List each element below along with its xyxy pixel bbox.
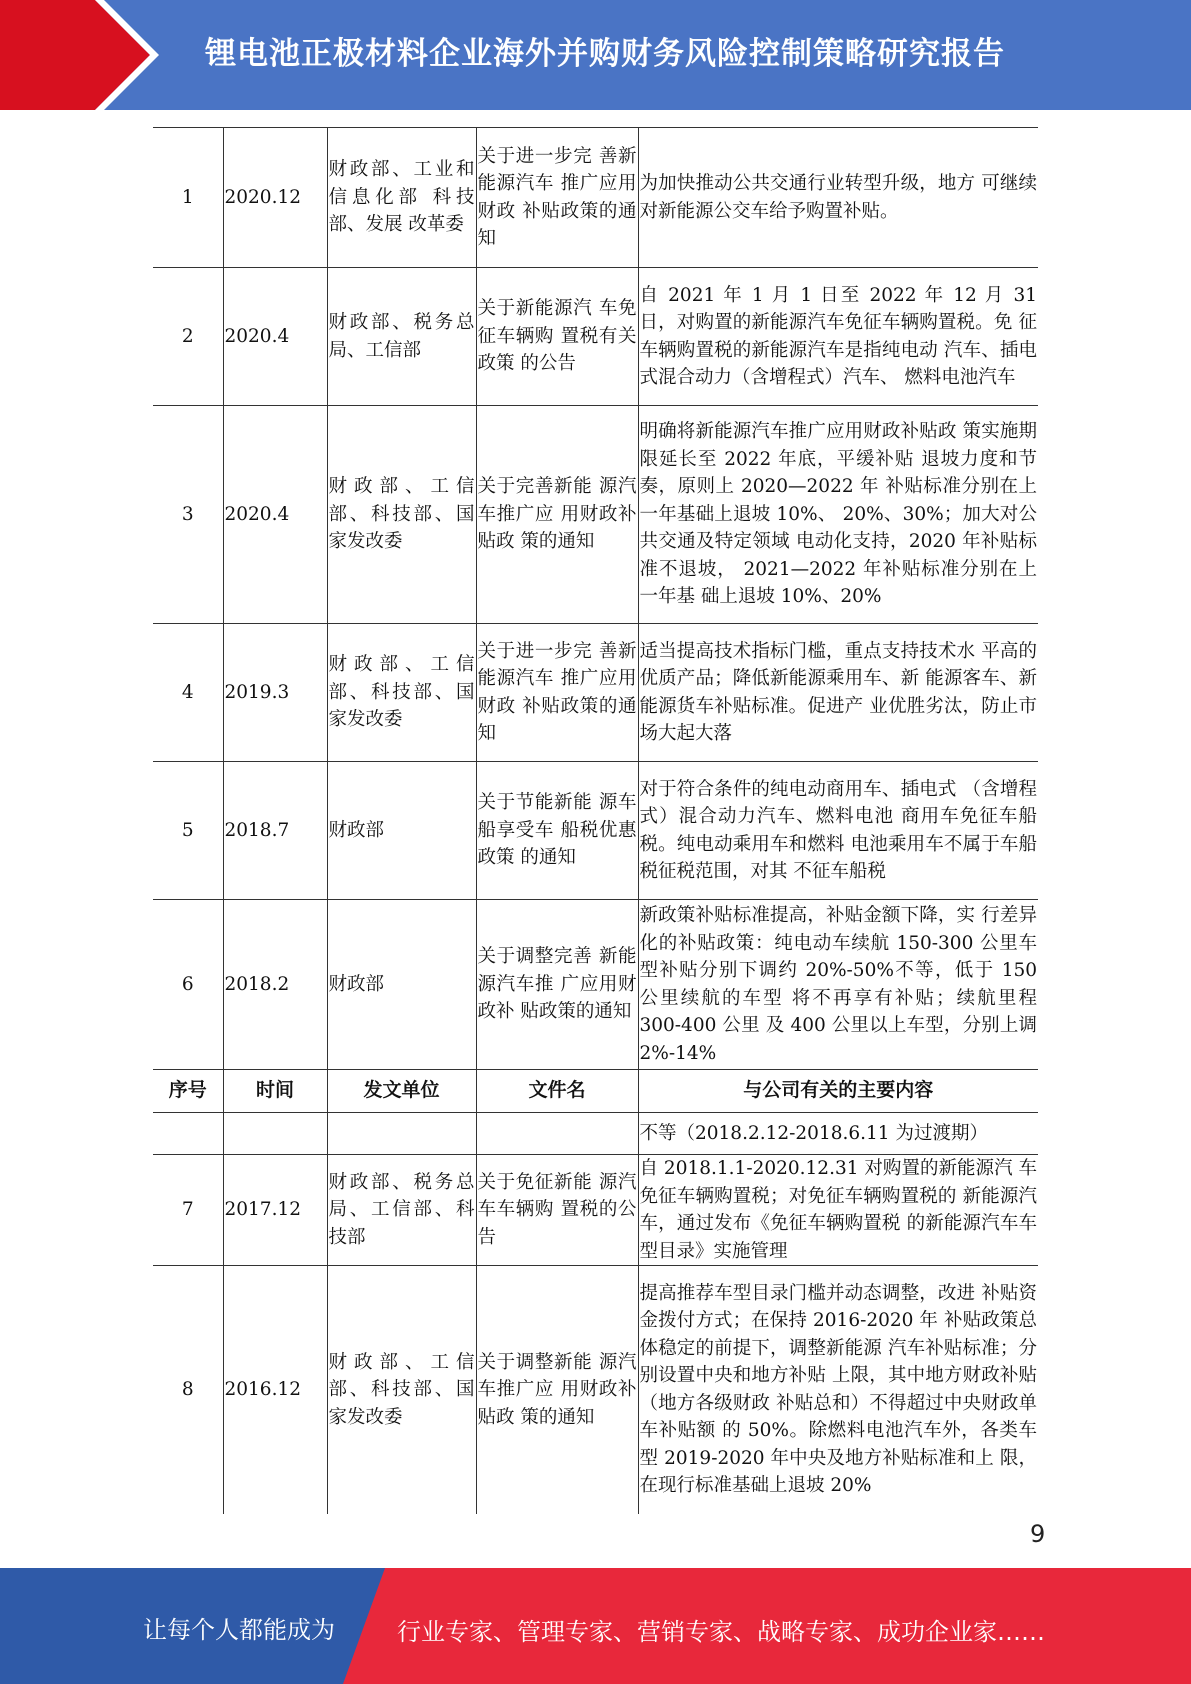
row-number: 2	[153, 268, 223, 406]
table-row	[153, 1113, 1038, 1155]
row-issuer: 财政部、税务总局、工信部、科技部	[327, 1155, 476, 1266]
row-content: 提高推荐车型目录门槛并动态调整，改进 补贴资金拨付方式；在保持 2016-2020 年 补贴政策总体稳定的前提下，调整新能源 汽车补贴标准；分别设置中央和地方补贴 上限，其中地方财政补贴（地方各级财政 补贴总和）不得超过中央财政单车补贴额 的 50%。除燃料电池汽车外，各类车型 2019-2020 年中央及地方补贴标准和上 限，在现行标准基础上退坡 20%	[639, 1282, 1037, 1497]
row-content: 自 2021 年 1 月 1 日至 2022 年 12 月 31 日，对购置的新能源汽车免征车辆购置税。免 征车辆购置税的新能源汽车是指纯电动 汽车、插电式混合动力（含增程式）汽车、 燃料电池汽车	[639, 284, 1037, 388]
row-issuer: 财政部、工信部、科技部、国家发改委	[327, 624, 476, 762]
row-date: 2018.7	[223, 762, 327, 900]
header-red-arrow	[0, 0, 200, 110]
row-document: 关于进一步完 善新能源汽车 推广应用财政 补贴政策的通 知	[476, 128, 638, 268]
row-document: 关于节能新能 源车船享受车 船税优惠政策 的通知	[476, 762, 638, 900]
row-number	[153, 1113, 223, 1155]
table-row	[153, 128, 1038, 268]
row-content: 对于符合条件的纯电动商用车、插电式 （含增程式）混合动力汽车、燃料电池 商用车免征车船税。纯电动乘用车和燃料 电池乘用车不属于车船税征税范围，对其 不征车船税	[639, 778, 1037, 882]
footer-slogan-right: 行业专家、管理专家、营销专家、战略专家、成功企业家……	[397, 1618, 1045, 1646]
row-document: 关于新能源汽 车免征车辆购 置税有关政策 的公告	[476, 268, 638, 406]
row-issuer: 财政部、工信部、科技部、国家发改委	[327, 1266, 476, 1514]
table-row	[153, 900, 1038, 1070]
table-row	[153, 762, 1038, 900]
row-number: 7	[153, 1155, 223, 1266]
row-number: 3	[153, 406, 223, 624]
header-doc: 文件名	[476, 1070, 638, 1113]
table-row	[153, 406, 1038, 624]
row-date: 2018.2	[223, 900, 327, 1070]
row-number: 4	[153, 624, 223, 762]
table-row	[153, 624, 1038, 762]
row-issuer	[327, 1113, 476, 1155]
row-date: 2017.12	[223, 1155, 327, 1266]
row-document: 关于完善新能 源汽车推广应 用财政补贴政 策的通知	[476, 406, 638, 624]
row-issuer: 财政部、工业和信息化部 科技部、发展 改革委	[327, 128, 476, 268]
row-number: 5	[153, 762, 223, 900]
header-date: 时间	[223, 1070, 327, 1113]
row-date: 2020.4	[223, 268, 327, 406]
page-number: 9	[1030, 1520, 1046, 1548]
header-issuer: 发文单位	[327, 1070, 476, 1113]
report-title: 锂电池正极材料企业海外并购财务风险控制策略研究报告	[205, 36, 1005, 72]
row-number: 8	[153, 1266, 223, 1514]
row-document	[476, 1113, 638, 1155]
row-content: 明确将新能源汽车推广应用财政补贴政 策实施期限延长至 2022 年底，平缓补贴 退坡力度和节奏，原则上 2020—2022 年 补贴标准分别在上一年基础上退坡 10%、 20%、30%；加大对公共交通及特定领域 电动化支持，2020 年补贴标准不退坡， 2021—2022 年补贴标准分别在上一年基 础上退坡 10%、20%	[639, 421, 1037, 608]
row-issuer: 财政部、税务总局、工信部	[327, 268, 476, 406]
table-row	[153, 1155, 1038, 1266]
table-row	[153, 268, 1038, 406]
row-issuer: 财政部	[327, 900, 476, 1070]
row-date: 2016.12	[223, 1266, 327, 1514]
policy-table	[153, 127, 1038, 1514]
row-issuer: 财政部	[327, 762, 476, 900]
page-footer	[0, 1568, 1191, 1684]
row-document: 关于免征新能 源汽车车辆购 置税的公告	[476, 1155, 638, 1266]
row-number: 6	[153, 900, 223, 1070]
row-document: 关于进一步完 善新能源汽车 推广应用财政 补贴政策的通 知	[476, 624, 638, 762]
row-content: 自 2018.1.1-2020.12.31 对购置的新能源汽 车免征车辆购置税；对免征车辆购置税的 新能源汽车，通过发布《免征车辆购置税 的新能源汽车车型目录》实施管理	[639, 1158, 1037, 1262]
header-no: 序号	[153, 1070, 223, 1113]
row-number: 1	[153, 128, 223, 268]
row-date	[223, 1113, 327, 1155]
row-document: 关于调整新能 源汽车推广应 用财政补贴政 策的通知	[476, 1266, 638, 1514]
page-header	[0, 0, 1191, 110]
table-header-row	[153, 1070, 1038, 1113]
row-content: 为加快推动公共交通行业转型升级，地方 可继续对新能源公交车给予购置补贴。	[639, 173, 1037, 222]
row-date: 2020.4	[223, 406, 327, 624]
row-content: 不等（2018.2.12-2018.6.11 为过渡期）	[639, 1122, 988, 1144]
row-document: 关于调整完善 新能源汽车推 广应用财政补 贴政策的通知	[476, 900, 638, 1070]
header-content: 与公司有关的主要内容	[638, 1070, 1038, 1113]
row-issuer: 财政部、工信部、科技部、国家发改委	[327, 406, 476, 624]
footer-slogan-left: 让每个人都能成为	[143, 1616, 335, 1644]
table-row	[153, 1266, 1038, 1514]
row-date: 2019.3	[223, 624, 327, 762]
row-date: 2020.12	[223, 128, 327, 268]
row-content: 适当提高技术指标门槛，重点支持技术水 平高的优质产品；降低新能源乘用车、新 能源客车、新能源货车补贴标准。促进产 业优胜劣汰，防止市场大起大落	[639, 640, 1037, 744]
row-content: 新政策补贴标准提高，补贴金额下降，实 行差异化的补贴政策：纯电动车续航 150-300 公里车型补贴分别下调约 20%-50%不等，低于 150 公里续航的车型 将不再享有补贴；续航里程 300-400 公里 及 400 公里以上车型，分别上调 2%-14%	[639, 905, 1037, 1064]
